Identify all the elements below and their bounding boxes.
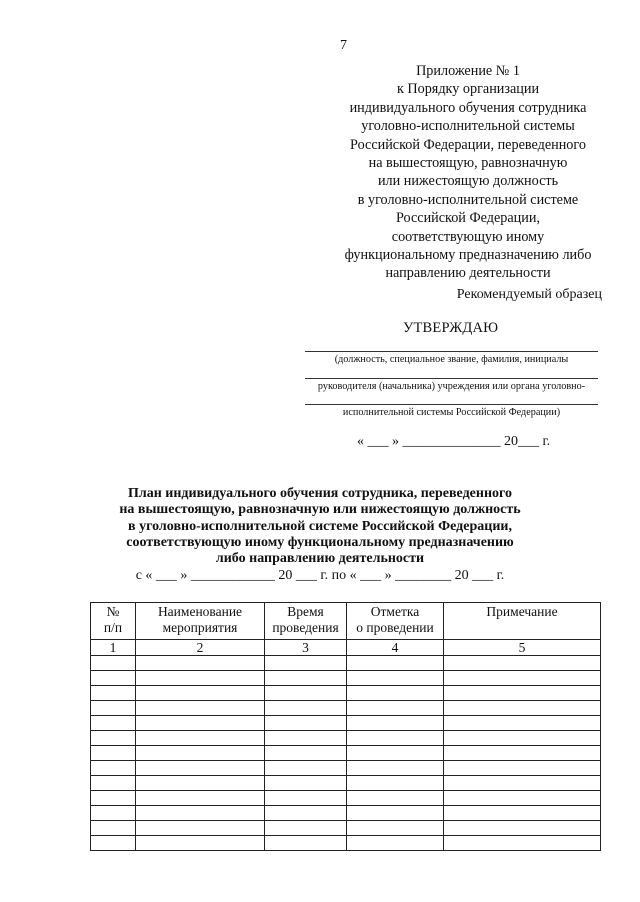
table-row (91, 656, 601, 671)
table-cell (136, 746, 265, 761)
table-cell (136, 656, 265, 671)
table-cell (347, 806, 444, 821)
column-number: 1 (91, 640, 136, 656)
table-cell (347, 836, 444, 851)
table-cell (444, 821, 601, 836)
table-cell (347, 791, 444, 806)
table-cell (347, 821, 444, 836)
appendix-line: Приложение № 1 (416, 63, 520, 79)
table-cell (265, 701, 347, 716)
table-cell (265, 791, 347, 806)
table-row (91, 776, 601, 791)
appendix-line: уголовно-исполнительной системы (361, 118, 575, 135)
table-cell (347, 701, 444, 716)
appendix-line: индивидуального обучения сотрудника (349, 99, 587, 116)
table-row (91, 806, 601, 821)
table-cell (91, 761, 136, 776)
table-cell (444, 761, 601, 776)
plan-table (90, 602, 601, 851)
table-cell (136, 836, 265, 851)
appendix-line: в уголовно-исполнительной системе (357, 191, 579, 208)
column-number-row (91, 640, 601, 656)
signature-caption: (должность, специальное звание, фамилия, инициалы (334, 354, 569, 365)
column-number: 4 (347, 640, 444, 656)
table-row (91, 761, 601, 776)
appendix-header (318, 62, 618, 283)
table-cell (444, 731, 601, 746)
header-cell-event: Наименование мероприятия (136, 603, 265, 640)
table-cell (444, 716, 601, 731)
table-cell (444, 686, 601, 701)
table-cell (136, 806, 265, 821)
table-cell (136, 716, 265, 731)
appendix-line: к Порядку организации (396, 81, 540, 98)
plan-title-line: соответствующую иному функциональному предназначению (126, 534, 514, 550)
signature-line (305, 351, 598, 352)
table-cell (91, 806, 136, 821)
plan-title-line: на вышестоящую, равнозначную или нижестоящую должность (119, 502, 521, 518)
table-cell (265, 731, 347, 746)
appendix-line: направлению деятельности (385, 265, 551, 282)
column-number: 2 (136, 640, 265, 656)
page-number: 7 (340, 38, 347, 53)
table-cell (136, 761, 265, 776)
appendix-line: Российской Федерации, переведенного (350, 136, 586, 153)
table-cell (91, 716, 136, 731)
table-cell (91, 701, 136, 716)
table-cell (444, 836, 601, 851)
table-cell (265, 671, 347, 686)
table-row (91, 821, 601, 836)
table-cell (91, 776, 136, 791)
header-cell-note: Примечание (444, 603, 601, 640)
appendix-line: Российской Федерации, (395, 210, 540, 227)
header-cell-number: № п/п (91, 603, 136, 640)
table-row (91, 836, 601, 851)
table-cell (265, 836, 347, 851)
table-cell (91, 791, 136, 806)
table-row (91, 791, 601, 806)
table-cell (265, 806, 347, 821)
table-cell (347, 716, 444, 731)
table-row (91, 686, 601, 701)
table-cell (91, 836, 136, 851)
table-cell (444, 776, 601, 791)
signature-line (305, 404, 598, 405)
table-cell (347, 746, 444, 761)
column-number: 3 (265, 640, 347, 656)
table-row (91, 716, 601, 731)
table-body (91, 656, 601, 851)
approval-date: « ___ » ______________ 20___ г. (357, 434, 551, 449)
table-cell (444, 791, 601, 806)
table-cell (444, 701, 601, 716)
table-cell (136, 776, 265, 791)
table-cell (265, 761, 347, 776)
table-cell (265, 746, 347, 761)
table-row (91, 731, 601, 746)
header-cell-time: Время проведения (265, 603, 347, 640)
signature-caption: исполнительной системы Российской Федерации) (342, 407, 561, 418)
table-cell (347, 776, 444, 791)
header-cell-mark: Отметка о проведении (347, 603, 444, 640)
column-number: 5 (444, 640, 601, 656)
plan-title (80, 486, 560, 567)
table-cell (347, 656, 444, 671)
appendix-line: функциональному предназначению либо (344, 247, 592, 264)
table-cell (265, 686, 347, 701)
table-header-row (91, 603, 601, 640)
table-row (91, 671, 601, 686)
table-row (91, 746, 601, 761)
table-cell (444, 806, 601, 821)
table-cell (444, 671, 601, 686)
table-cell (444, 656, 601, 671)
table-cell (91, 821, 136, 836)
table-cell (347, 671, 444, 686)
plan-title-line: в уголовно-исполнительной системе Российской Федерации, (128, 518, 512, 534)
table-cell (91, 671, 136, 686)
table-row (91, 701, 601, 716)
signature-line (305, 378, 598, 379)
table-cell (91, 686, 136, 701)
appendix-line: на вышестоящую, равнозначную (368, 155, 568, 172)
table-cell (136, 686, 265, 701)
table-cell (347, 686, 444, 701)
plan-title-line: План индивидуального обучения сотрудника, переведенного (127, 486, 513, 501)
table-cell (347, 731, 444, 746)
table-cell (136, 671, 265, 686)
table-cell (136, 821, 265, 836)
signature-caption: руководителя (начальника) учреждения или органа уголовно- (317, 381, 586, 392)
table-cell (136, 791, 265, 806)
table-cell (136, 701, 265, 716)
table-cell (265, 656, 347, 671)
sample-label: Рекомендуемый образец (456, 287, 602, 302)
table-cell (265, 776, 347, 791)
table-cell (91, 656, 136, 671)
table-cell (444, 746, 601, 761)
plan-period: с « ___ » ____________ 20 ___ г. по « ___ » ________ 20 ___ г. (135, 568, 505, 583)
appendix-line: соответствующую иному (391, 228, 545, 245)
appendix-line: или нижестоящую должность (377, 173, 559, 190)
table-cell (265, 716, 347, 731)
plan-title-line: либо направлению деятельности (215, 551, 425, 567)
approval-heading: УТВЕРЖДАЮ (403, 320, 499, 336)
table-cell (136, 731, 265, 746)
table-cell (347, 761, 444, 776)
table-cell (265, 821, 347, 836)
table-cell (91, 731, 136, 746)
table-cell (91, 746, 136, 761)
